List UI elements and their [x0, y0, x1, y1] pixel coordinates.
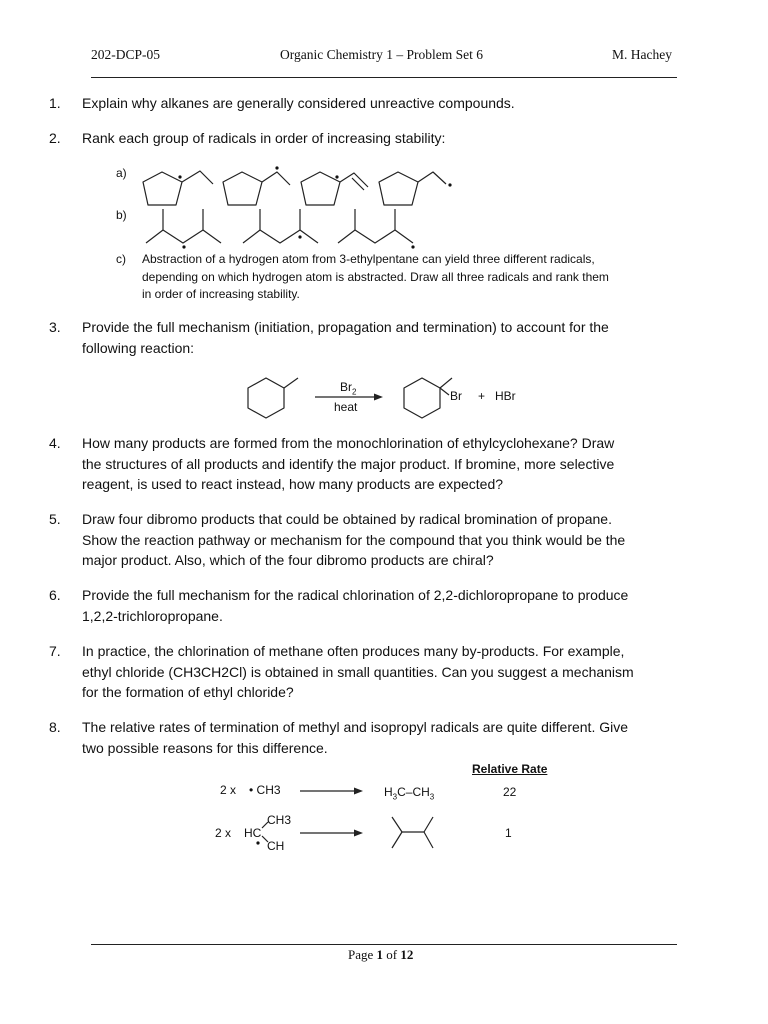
question-number: 1.	[49, 95, 61, 111]
page-number: 1	[376, 947, 384, 962]
part-label-b: b)	[116, 208, 127, 222]
question-line: two possible reasons for this difference.	[82, 739, 328, 756]
page-prefix: Page	[348, 947, 374, 962]
author-name: M. Hachey	[612, 47, 672, 62]
bromine-label: Br	[450, 389, 462, 403]
ethane-label: $H_3C-CH_3$	[384, 785, 435, 802]
rate-value: 22	[503, 785, 517, 799]
isopropyl-center: HC	[244, 826, 262, 840]
question-line: reagent, is used to react instead, how many products are expected?	[82, 476, 504, 492]
question-number: 8.	[49, 719, 61, 735]
question-number: 2.	[49, 130, 61, 146]
question-number: 3.	[49, 319, 61, 335]
part-label-c: c)	[116, 252, 126, 266]
question-line: the structures of all products and identify the major product. If bromine, more selective	[82, 455, 615, 472]
plus-sign: +	[478, 389, 486, 403]
page-indicator	[348, 947, 413, 963]
question-line: Explain why alkanes are generally considered unreactive compounds.	[82, 95, 515, 111]
course-code: 202-DCP-05	[91, 47, 161, 62]
page-total: 12	[400, 947, 414, 962]
condition-label: heat	[334, 400, 358, 414]
part-label-a: a)	[116, 166, 127, 180]
coefficient: 2 x	[215, 826, 232, 840]
question-line: How many products are formed from the monochlorination of ethylcyclohexane? Draw	[82, 435, 615, 451]
dimethylbutane-structure	[392, 817, 433, 848]
question-line: The relative rates of termination of methyl and isopropyl radicals are quite different. Give	[82, 719, 629, 735]
page-of: of	[386, 947, 398, 962]
question-number: 7.	[49, 643, 61, 659]
question-line: Show the reaction pathway or mechanism for the compound that you think would be the	[82, 531, 626, 548]
question-line: following reaction:	[82, 339, 195, 356]
part-c-line: in order of increasing stability.	[142, 287, 300, 301]
question-line: In practice, the chlorination of methane often produces many by-products. For example,	[82, 643, 625, 659]
methyl-radical: • CH3	[249, 783, 281, 797]
question-line: Provide the full mechanism (initiation, propagation and termination) to account for the	[82, 319, 609, 335]
reagent-label: $Br_2$	[340, 380, 357, 397]
question-number: 4.	[49, 435, 61, 451]
document-title: Organic Chemistry 1 – Problem Set 6	[280, 47, 483, 62]
footer-rule	[91, 944, 677, 945]
question-line: major product. Also, which of the four dibromo products are chiral?	[82, 552, 494, 568]
isopropyl-methyl-bottom: CH	[267, 839, 285, 853]
question-line: Draw four dibromo products that could be obtained by radical bromination of propane.	[82, 511, 612, 527]
part-c-line: depending on which hydrogen atom is abstracted. Draw all three radicals and rank them	[142, 269, 609, 284]
question-line: for the formation of ethyl chloride?	[82, 684, 294, 700]
rate-value: 1	[505, 826, 512, 840]
question-line: 1,2,2-trichloropropane.	[82, 607, 223, 624]
question-line: Rank each group of radicals in order of increasing stability:	[82, 130, 446, 146]
coefficient: 2 x	[220, 783, 237, 797]
question-number: 6.	[49, 587, 61, 603]
byproduct-label: HBr	[495, 389, 516, 403]
question-line: Provide the full mechanism for the radical chlorination of 2,2-dichloropropane to produce	[82, 587, 629, 603]
part-c-line: Abstraction of a hydrogen atom from 3-ethylpentane can yield three different radicals,	[142, 252, 595, 266]
isopropyl-methyl-top: CH3	[267, 813, 292, 827]
question-line: ethyl chloride (CH3CH2Cl) is obtained in small quantities. Can you suggest a mechanism	[82, 663, 634, 680]
question-number: 5.	[49, 511, 61, 527]
relative-rate-header: Relative Rate	[472, 762, 548, 776]
